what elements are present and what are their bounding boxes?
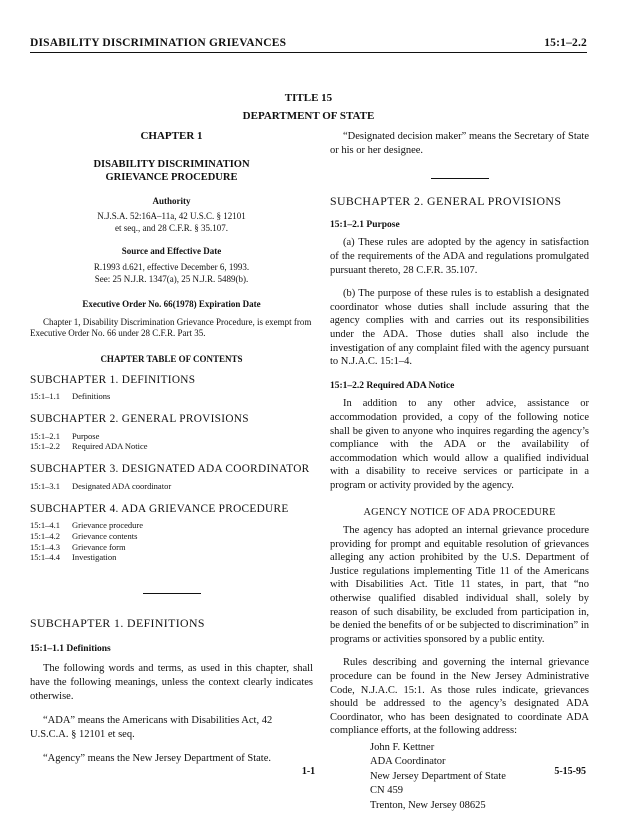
- subchapter-1-heading: SUBCHAPTER 1. DEFINITIONS: [30, 616, 205, 631]
- toc-entry[interactable]: 15:1–4.1 Grievance procedure: [30, 520, 144, 531]
- definition-agency: “Agency” means the New Jersey Department of State.: [43, 753, 271, 765]
- toc-entry[interactable]: 15:1–2.2 Required ADA Notice: [30, 441, 148, 452]
- toc-entry[interactable]: 15:1–4.3 Grievance form: [30, 541, 126, 552]
- section-2-1-b: (b) The purpose of these rules is to establish a designated coordinator whose duties shall include assuring that the agency complies with and carries out its responsibilities under the ADA. Those duties shall also include the investigation of any complaint filed with the agency pursuant to N.J.A.C. 15:1–4.: [330, 288, 589, 368]
- section-2-2-heading: 15:1–2.2 Required ADA Notice: [330, 380, 455, 391]
- toc-list-4: [30, 520, 313, 563]
- address-line: CN 459: [370, 785, 403, 797]
- toc-entry[interactable]: 15:1–4.4 Investigation: [30, 552, 117, 563]
- section-2-1-heading: 15:1–2.1 Purpose: [330, 219, 400, 230]
- toc-subchapter-1: SUBCHAPTER 1. DEFINITIONS: [30, 373, 196, 386]
- section-2-1-a: (a) These rules are adopted by the agency in satisfaction of the requirements of the ADA and regulations promulgated pursuant thereto, 28 C.F.R. 35.107.: [330, 237, 589, 276]
- section-1-1-intro: The following words and terms, as used in this chapter, shall have the following meanings, unless the context clearly indicates otherwise.: [30, 663, 313, 702]
- subchapter-2-heading: SUBCHAPTER 2. GENERAL PROVISIONS: [330, 194, 562, 209]
- right-column: [330, 124, 589, 813]
- source-text-2: See: 25 N.J.R. 1347(a), 25 N.J.R. 5489(b).: [94, 273, 249, 284]
- definition-decision-maker: “Designated decision maker” means the Secretary of State or his or her designee.: [330, 131, 589, 156]
- section-divider: [143, 593, 201, 594]
- source-text-1: R.1993 d.621, effective December 6, 1993.: [93, 261, 250, 272]
- supplement-date: 5-15-95: [554, 766, 586, 777]
- notice-paragraph-1: The agency has adopted an internal grievance procedure providing for prompt and equitable resolution of grievances alleging any action prohibited by the U.S. Department of Justice regulations implementing Title 11 of the Americans with Disabilities Act. Title 11 states, in part, that “no otherwise qualified disabled individual shall, solely by reason of such disability, be excluded from participation in, be denied the benefits of or be subjected to discrimination” in programs or activities sponsored by a public entity.: [330, 525, 589, 645]
- chapter-title-line-1: DISABILITY DISCRIMINATION: [93, 158, 250, 170]
- header-rule: [30, 52, 587, 53]
- source-heading: Source and Effective Date: [121, 246, 222, 257]
- left-column: [30, 124, 313, 766]
- toc-entry[interactable]: 15:1–2.1 Purpose: [30, 430, 100, 441]
- department-name: DEPARTMENT OF STATE: [242, 110, 375, 122]
- authority-text-1: N.J.S.A. 52:16A–11a, 42 U.S.C. § 12101: [97, 211, 246, 222]
- chapter-title-line-2: GRIEVANCE PROCEDURE: [105, 171, 238, 183]
- toc-subchapter-3: SUBCHAPTER 3. DESIGNATED ADA COORDINATOR: [30, 463, 310, 476]
- toc-subchapter-2: SUBCHAPTER 2. GENERAL PROVISIONS: [30, 412, 249, 425]
- title-number: TITLE 15: [284, 92, 333, 104]
- definition-ada: “ADA” means the Americans with Disabilities Act, 42 U.S.C.A. § 12101 et seq.: [30, 715, 273, 740]
- running-head-section: 15:1–2.2: [544, 37, 587, 49]
- address-line: John F. Kettner: [370, 741, 435, 753]
- executive-order-text: Chapter 1, Disability Discrimination Grievance Procedure, is exempt from Executive Order No. 66 under 28 C.F.R. Part 35.: [30, 316, 312, 339]
- table-of-contents: [30, 374, 313, 564]
- running-head-title: DISABILITY DISCRIMINATION GRIEVANCES: [30, 37, 287, 49]
- section-divider: [431, 178, 489, 179]
- section-1-1-heading: 15:1–1.1 Definitions: [30, 643, 111, 654]
- toc-entry[interactable]: 15:1–4.2 Grievance contents: [30, 530, 138, 541]
- address-line: ADA Coordinator: [370, 756, 446, 768]
- toc-subchapter-4: SUBCHAPTER 4. ADA GRIEVANCE PROCEDURE: [30, 502, 289, 515]
- executive-order-heading: Executive Order No. 66(1978) Expiration Date: [82, 299, 261, 310]
- toc-list-3: [30, 481, 313, 492]
- notice-paragraph-2: Rules describing and governing the internal grievance procedure can be found in the New Jersey Administrative Code, N.J.A.C. 15:1. As those rules indicate, grievances should be addressed to the agency’s designated ADA Coordinator, who has been designated to coordinate ADA compliance efforts, at the following address:: [330, 657, 589, 737]
- title-block: [0, 89, 617, 125]
- section-2-2-text: In addition to any other advice, assistance or accommodation provided, a copy of the following notice shall be given to anyone who inquires regarding the agency’s compliance with the ADA or the availability of accommodation which would allow a qualified individual with a disability to receive services or participate in a program or activity provided by the agency.: [330, 398, 589, 491]
- notice-title: AGENCY NOTICE OF ADA PROCEDURE: [363, 507, 556, 519]
- running-head: [30, 37, 587, 51]
- toc-entry[interactable]: 15:1–1.1 Definitions: [30, 391, 111, 402]
- page-number: 1-1: [301, 766, 316, 777]
- toc-list-1: [30, 391, 313, 402]
- chapter-label: CHAPTER 1: [140, 130, 203, 142]
- address-line: Trenton, New Jersey 08625: [370, 799, 486, 811]
- toc-heading: CHAPTER TABLE OF CONTENTS: [100, 353, 243, 364]
- address-line: New Jersey Department of State: [370, 770, 506, 782]
- toc-entry[interactable]: 15:1–3.1 Designated ADA coordinator: [30, 480, 172, 491]
- chapter-title: [30, 158, 313, 184]
- toc-list-2: [30, 431, 313, 453]
- authority-heading: Authority: [152, 195, 191, 206]
- authority-text-2: et seq., and 28 C.F.R. § 35.107.: [114, 222, 229, 233]
